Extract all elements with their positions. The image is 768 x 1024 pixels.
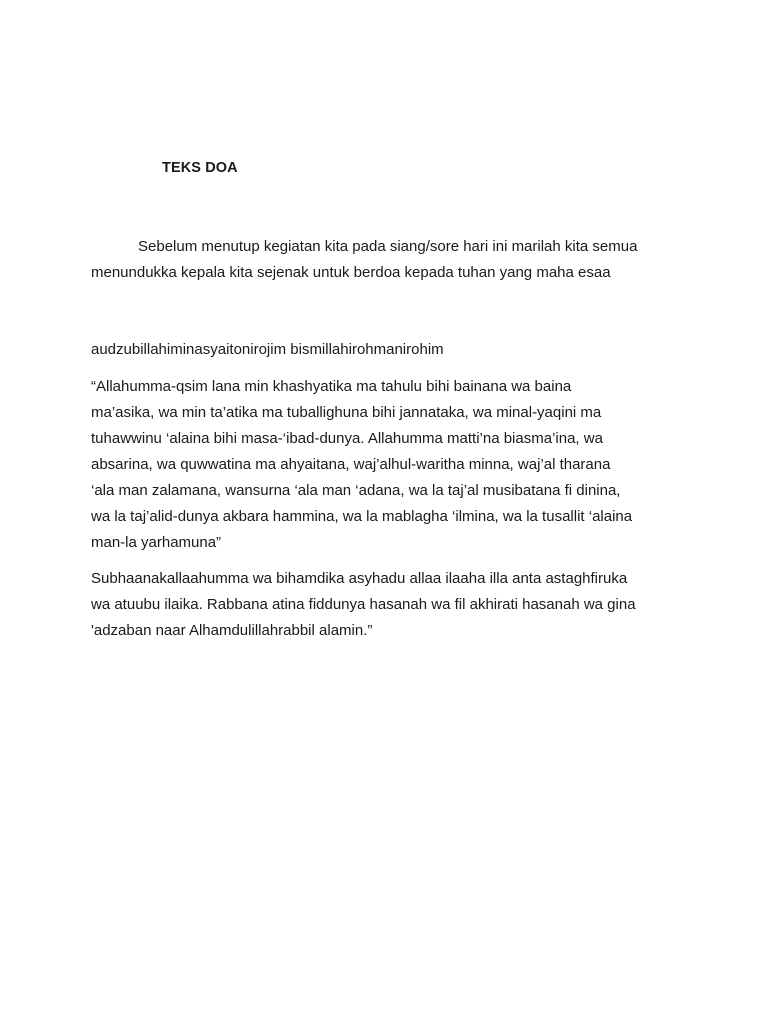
doa-line: “Allahumma-qsim lana min khashyatika ma tahulu bihi bainana wa baina [91,378,572,395]
closing-line: 'adzaban naar Alhamdulillahrabbil alamin.” [91,622,373,639]
doa-line: ma’asika, wa min ta’atika ma tuballighuna bihi jannataka, wa minal-yaqini ma [91,404,602,421]
intro-line: Sebelum menutup kegiatan kita pada siang/sore hari ini marilah kita semua [138,238,638,255]
intro-line: menundukka kepala kita sejenak untuk berdoa kepada tuhan yang maha esaa [91,264,611,281]
doa-line: tuhawwinu ‘alaina bihi masa-‘ibad-dunya. Allahumma matti’na biasma’ina, wa [91,430,603,447]
intro-paragraph [91,234,691,286]
document-title: TEKS DOA [162,160,238,176]
closing-paragraph [91,566,691,644]
closing-line: Subhaanakallaahumma wa bihamdika asyhadu allaa ilaaha illa anta astaghfiruka [91,570,628,587]
doa-line: absarina, wa quwwatina ma ahyaitana, waj’alhul-waritha minna, waj’al tharana [91,456,611,473]
opening-line: audzubillahiminasyaitonirojim bismillahirohmanirohim [91,341,444,358]
doa-paragraph [91,374,691,556]
closing-line: wa atuubu ilaika. Rabbana atina fiddunya hasanah wa fil akhirati hasanah wa gina [91,596,636,613]
doa-line: wa la taj’alid-dunya akbara hammina, wa la mablagha ‘ilmina, wa la tusallit ‘alaina [91,508,633,525]
doa-line: man-la yarhamuna” [91,534,222,551]
doa-line: ‘ala man zalamana, wansurna ‘ala man ‘adana, wa la taj’al musibatana fi dinina, [91,482,621,499]
